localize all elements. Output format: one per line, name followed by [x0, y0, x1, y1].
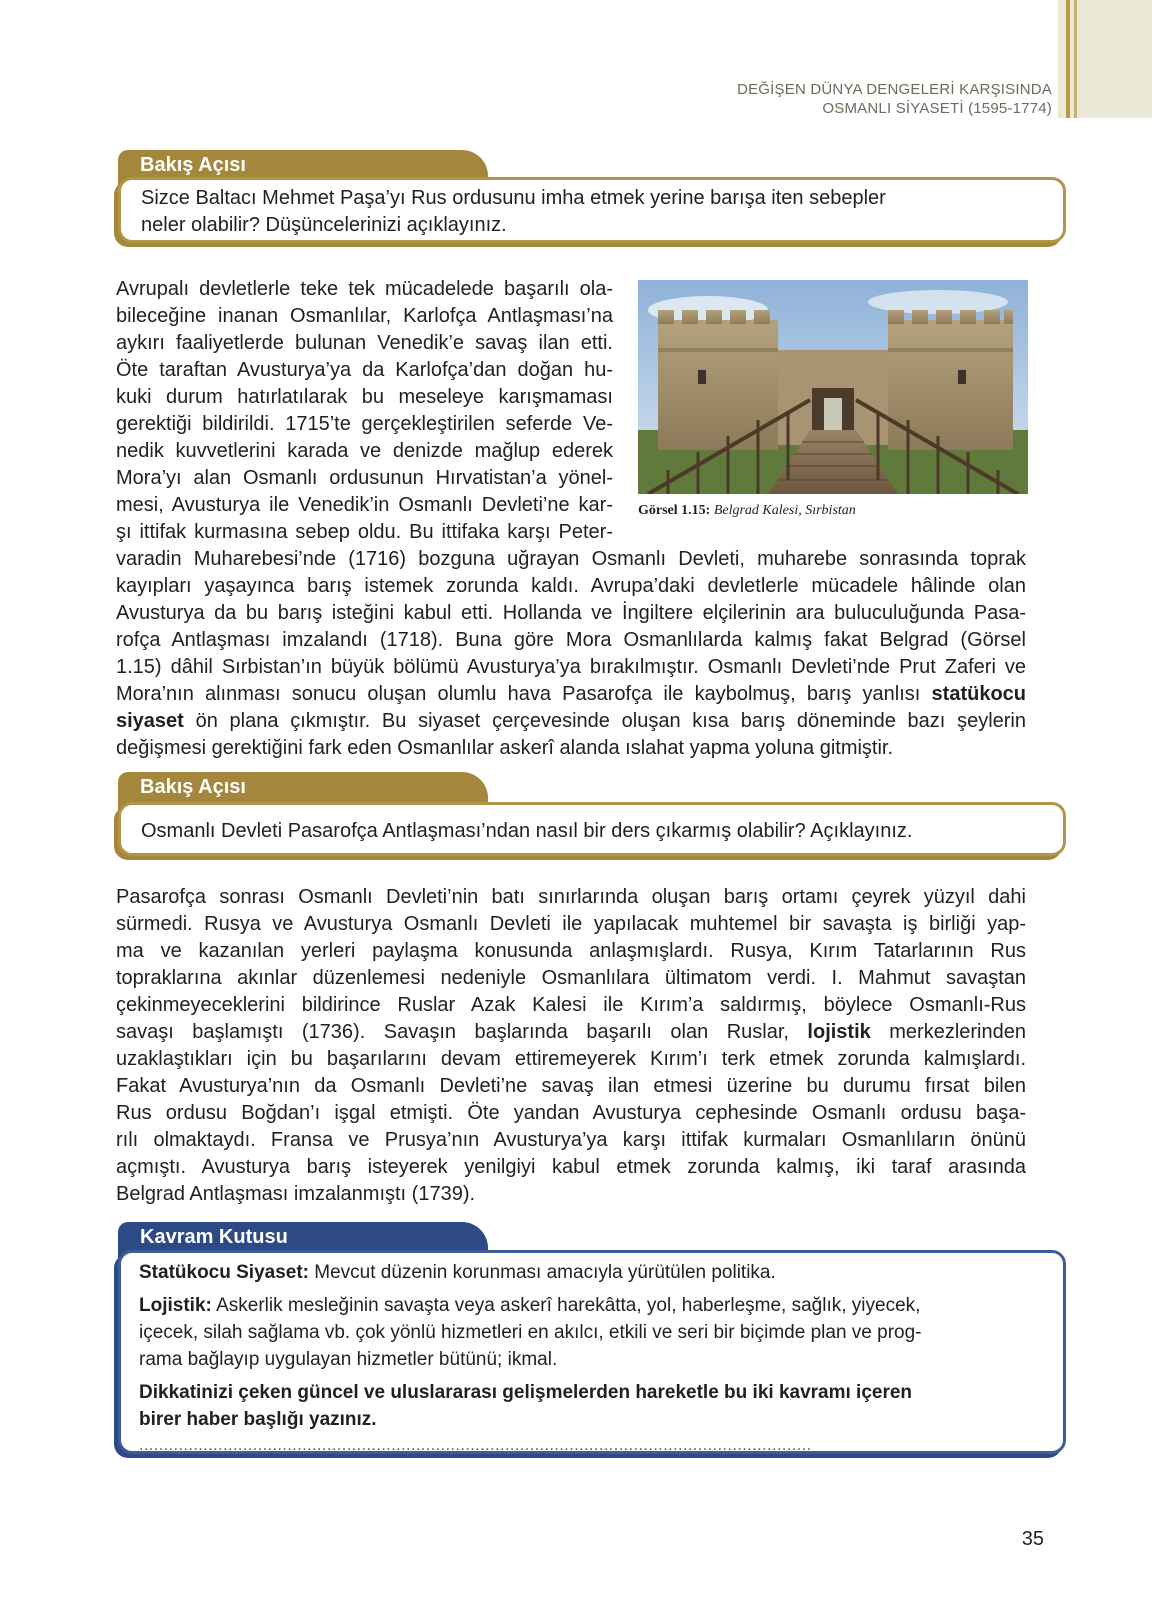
text-line: nedik kuvvetlerini karada ve denizde mağlup ederek	[116, 440, 613, 462]
perspective-box-body	[118, 177, 1066, 243]
perspective-question-line: neler olabilir? Düşüncelerinizi açıklayınız.	[141, 214, 507, 236]
text-line: aykırı faaliyetlerde bulunan Venedik’e savaş ilan etti.	[116, 332, 613, 354]
text-line: bileceğine inanan Osmanlılar, Karlofça Antlaşması’na	[116, 305, 613, 327]
perspective-box-1	[118, 150, 1066, 246]
text-line: açmıştı. Avusturya barış isteyerek yenilgiyi kabul etmek zorunda kalmış, iki taraf arasında	[116, 1156, 1026, 1178]
corner-stripe	[1058, 0, 1152, 118]
text-line: Pasarofça sonrası Osmanlı Devleti’nin batı sınırlarında oluşan barış ortamı çeyrek yüzyıl dahi	[116, 886, 1026, 908]
term-siyaset: siyaset	[116, 710, 184, 732]
concept-task-line: Dikkatinizi çeken güncel ve uluslararası gelişmelerden hareketle bu iki kavramı içeren	[139, 1382, 913, 1403]
text-line: mesi, Avusturya ile Venedik’in Osmanlı Devleti’ne kar-	[116, 494, 613, 516]
text-line: Avrupalı devletlerle teke tek mücadelede başarılı ola-	[116, 278, 613, 300]
text-line: savaşı başlamıştı (1736). Savaşın başlarında başarılı olan Ruslar, lojistik merkezlerinden	[116, 1021, 1026, 1043]
text-line: Fakat Avusturya’nın da Osmanlı Devleti’ne savaş ilan etmesi üzerine bu durumu fırsat bilen	[116, 1075, 1026, 1097]
text-line: rofça Antlaşması imzalandı (1718). Buna göre Mora Osmanlılarda kalmış fakat Belgrad (Görsel	[116, 629, 1026, 651]
text-line: varadin Muharebesi’nde (1716) bozguna uğrayan Osmanlı Devleti, muharebe sonrasında toprak	[116, 548, 1026, 570]
text-line: Mora’yı alan Osmanlı ordusunun Hırvatistan’a yönel-	[116, 467, 613, 489]
concept-lojistik: Lojistik: Askerlik mesleğinin savaşta veya askerî harekâtta, yol, haberleşme, sağlık, yiyecek,	[139, 1295, 921, 1316]
text-line: değişmesi gerektiğini fark eden Osmanlılar askerî alanda ıslahat yapma yoluna gitmiştir.	[116, 737, 894, 759]
text-line: Mora’nın alınması sonucu oluşan olumlu hava Pasarofça ile kaybolmuş, barış yanlısı statükocu	[116, 683, 1027, 705]
paragraph-1-wide	[116, 546, 1026, 762]
term-statukocu: statükocu	[931, 683, 1027, 705]
text-line: Avusturya da bu barış isteğini kabul etti. Hollanda ve İngiltere elçilerinin ara buluculuğunda Pasa-	[116, 602, 1026, 624]
corner-line	[1066, 0, 1070, 118]
running-header-line1: DEĞİŞEN DÜNYA DENGELERİ KARŞISINDA	[737, 81, 1052, 98]
text-line: ma ve kazanılan yerleri paylaşma konusunda anlaşmışlardı. Rusya, Kırım Tatarlarının Rus	[116, 940, 1026, 962]
text-line: sürmedi. Rusya ve Avusturya Osmanlı Devleti ile yapılacak muhtemel bir savaşta iş birliği yap-	[116, 913, 1026, 935]
text-line: şı ittifak kurmasına sebep oldu. Bu ittifaka karşı Peter-	[116, 521, 613, 543]
text-line: Öte taraftan Avusturya’ya da Karlofça’dan doğan hu-	[116, 359, 613, 381]
page-number: 35	[1021, 1528, 1044, 1550]
term-lojistik: lojistik	[807, 1021, 871, 1043]
perspective-question-line: Osmanlı Devleti Pasarofça Antlaşması’ndan nasıl bir ders çıkarmış olabilir? Açıklayınız.	[141, 820, 913, 842]
text-line: 1.15) dâhil Sırbistan’ın büyük bölümü Avusturya’ya bırakılmıştır. Osmanlı Devleti’nde Prut Zaferi ve	[116, 656, 1026, 678]
text-line: Belgrad Antlaşması imzalanmıştı (1739).	[116, 1183, 476, 1205]
text-line: rılı olmaktaydı. Fransa ve Prusya’nın Avusturya’ya karşı ittifak kurmaları Osmanlıların önünü	[116, 1129, 1026, 1151]
paragraph-2	[116, 884, 1026, 1208]
text-line: kayıpları yaşayınca barış istemek zorunda kaldı. Avrupa’daki devletlerle mücadele hâlinde olan	[116, 575, 1026, 597]
perspective-question-line: Sizce Baltacı Mehmet Paşa’yı Rus ordusunu imha etmek yerine barışa iten sebepler	[141, 187, 886, 209]
text-line: topraklarına akınlar düzenlemesi nedeniyle Osmanlılara ültimatom verdi. I. Mahmut savaştan	[116, 967, 1026, 989]
text-line: gerektiği bildirildi. 1715’te gerçekleştirilen seferde Ve-	[116, 413, 613, 435]
answer-line[interactable]: ........................................................................................................................................	[139, 1437, 812, 1454]
text-line: çekinmeyeceklerini bildirince Ruslar Azak Kalesi ile Kırım’a saldırmış, böylece Osmanlı-Rus	[116, 994, 1026, 1016]
perspective-box-body	[118, 802, 1066, 856]
perspective-box-title: Bakış Açısı	[118, 772, 488, 816]
concept-box-body	[118, 1250, 1066, 1454]
text-line: Rus ordusu Boğdan’ı işgal etmişti. Öte yandan Avusturya cephesinde Osmanlı ordusu başa-	[116, 1102, 1026, 1124]
concept-statukocu: Statükocu Siyaset: Mevcut düzenin korunması amacıyla yürütülen politika.	[139, 1262, 776, 1283]
running-header-line2: OSMANLI SİYASETİ (1595-1774)	[822, 100, 1052, 117]
text-line: siyaset ön plana çıkmıştır. Bu siyaset çerçevesinde oluşan kısa barış döneminde bazı şeylerin	[116, 710, 1026, 732]
concept-task-line: birer haber başlığı yazınız.	[139, 1409, 377, 1430]
figure-caption	[638, 503, 856, 519]
concept-box	[118, 1222, 1066, 1458]
corner-line	[1074, 0, 1077, 118]
perspective-box-2	[118, 772, 1066, 858]
caption-label: Görsel 1.15:	[638, 503, 711, 518]
perspective-box-title: Bakış Açısı	[118, 150, 488, 194]
concept-lojistik-line: rama bağlayıp uygulayan hizmetler bütünü; ikmal.	[139, 1349, 558, 1370]
running-header	[737, 80, 1052, 118]
concept-box-title: Kavram Kutusu	[118, 1222, 488, 1266]
concept-lojistik-line: içecek, silah sağlama vb. çok yönlü hizmetleri en akılcı, etkili ve seri bir biçimde plan ve prog-	[139, 1322, 922, 1343]
caption-text: Belgrad Kalesi, Sırbistan	[713, 503, 856, 518]
belgrade-fortress-photo	[638, 280, 1028, 494]
text-line: kuki durum hatırlatılarak bu meseleye karışmaması	[116, 386, 613, 408]
paragraph-1-narrow	[116, 276, 613, 546]
text-line: uzaklaştıkları için bu başarılarını devam ettiremeyerek Kırım’ı terk etmek zorunda kalmışlardı.	[116, 1048, 1026, 1070]
